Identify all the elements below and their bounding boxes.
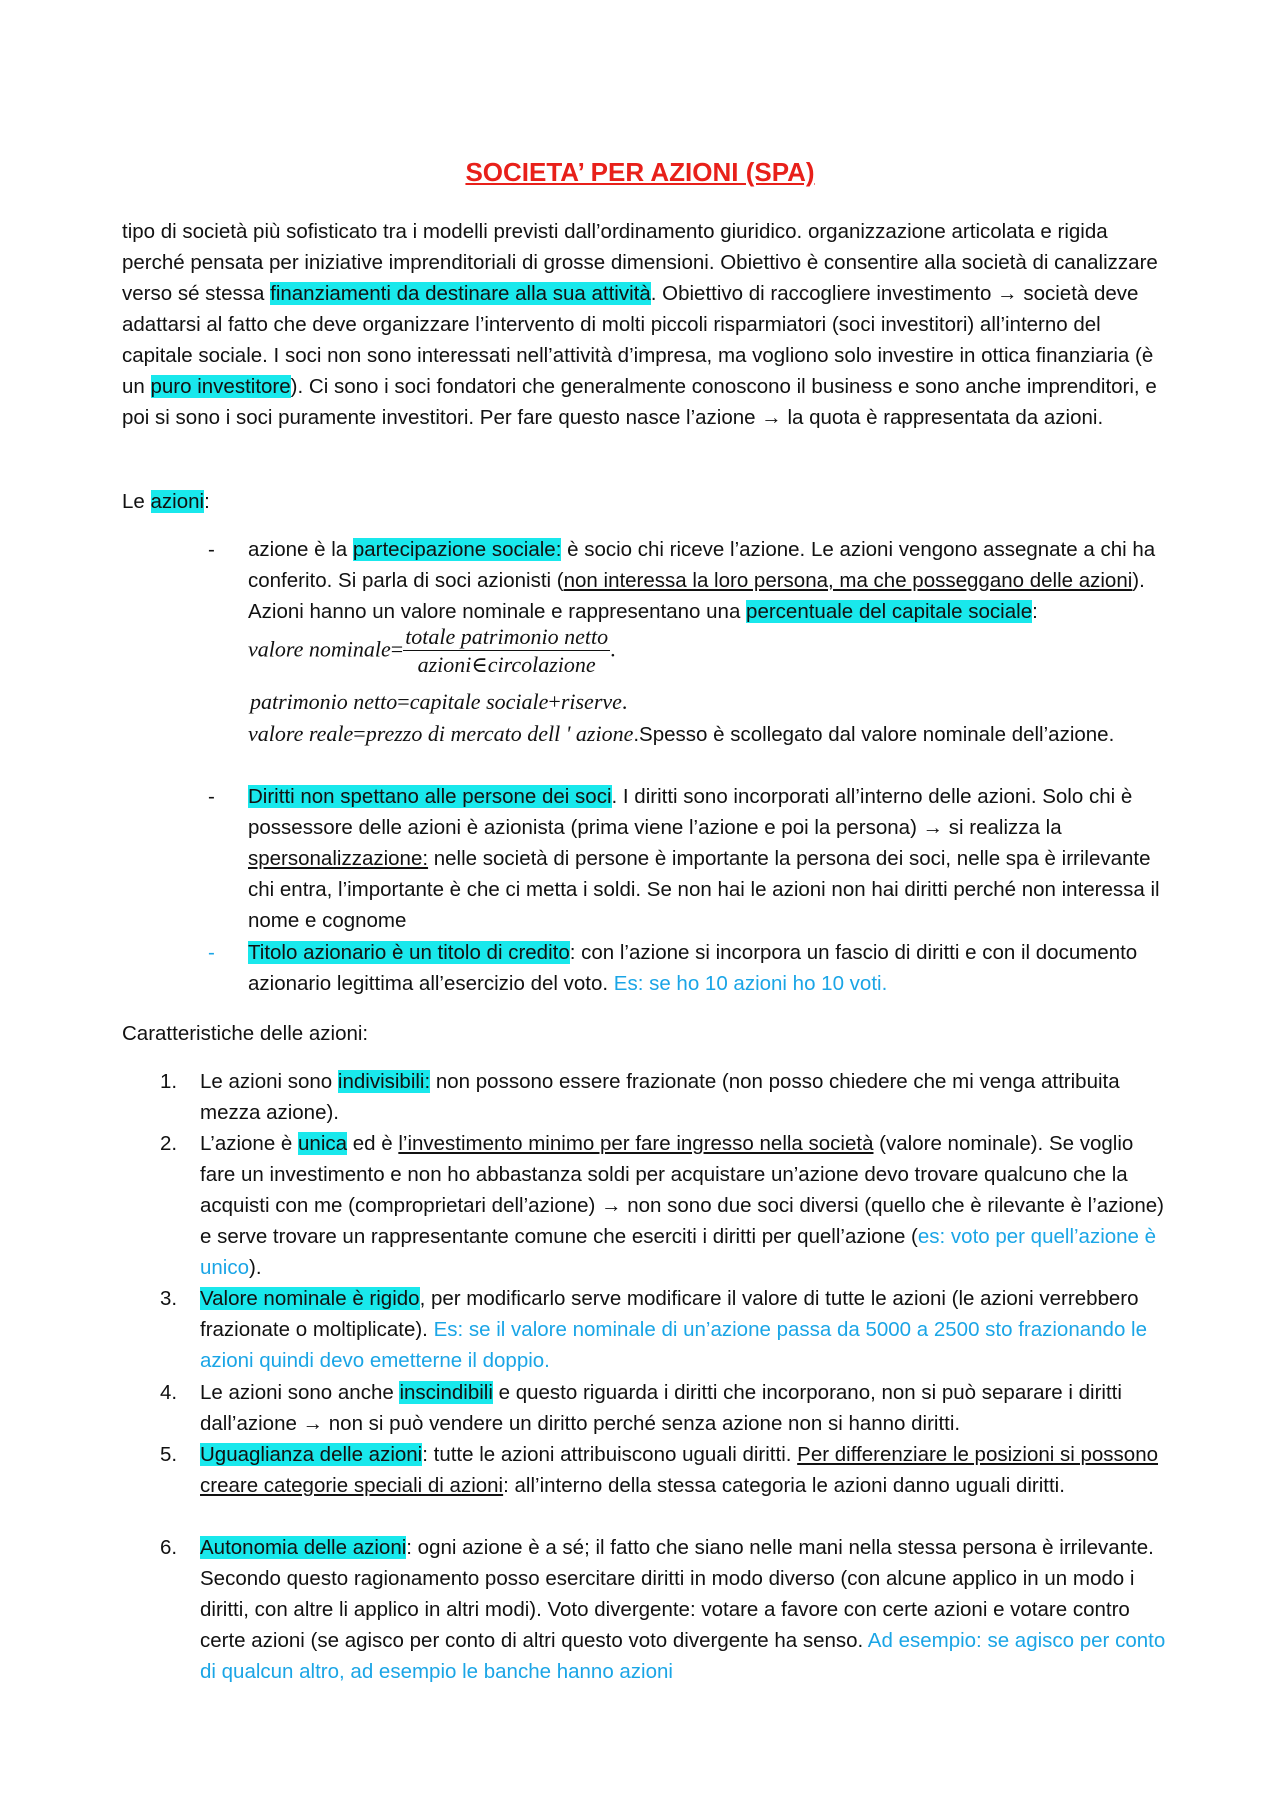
fraction-denominator	[403, 651, 610, 679]
bullet-item-titolo	[248, 937, 1168, 999]
list-text: non possono essere frazionate (non posso chiedere che mi venga attribuita mezza azione).	[200, 1070, 1120, 1124]
fraction-numerator: totale patrimonio netto	[405, 624, 609, 649]
formula-term: valore nominale	[248, 636, 391, 662]
highlight-unica: unica	[298, 1132, 348, 1155]
arrow-icon: →	[302, 1412, 324, 1435]
equals-sign: =	[390, 636, 404, 662]
formula-fraction	[403, 624, 610, 679]
example-text: es: voto per quell’azione è unico	[200, 1225, 1157, 1279]
list-item-uguaglianza	[200, 1439, 1168, 1501]
formula-note: .Spesso è scollegato dal valore nominale dell’azione.	[633, 723, 1115, 746]
bullet-marker: -	[208, 785, 215, 808]
list-text: non si può vendere un diritto perché senza azione non si hanno diritti.	[323, 1412, 961, 1435]
underlined-text: l’investimento minimo per fare ingresso nella società	[398, 1132, 874, 1155]
list-text: non sono due soci diversi (quello che è rilevante è l’azione) e serve trovare un rappresentante comune che eserciti i diritti per quell’azione (	[200, 1194, 1164, 1248]
highlight-diritti-non-spettano: Diritti non spettano alle persone dei soci	[248, 785, 612, 808]
heading-text: :	[204, 490, 210, 513]
intro-text: ). Ci sono i soci fondatori che generalmente conoscono il business e sono anche imprenditori, e poi si sono i soci puramente investitori. Per fare questo nasce l’azione	[122, 375, 1157, 429]
bullet-marker: -	[208, 538, 215, 561]
list-number: 6.	[160, 1536, 178, 1559]
bullet-item-diritti	[248, 781, 1168, 936]
list-text: , per modificarlo serve modificare il valore di tutte le azioni (le azioni verrebbero frazionate o moltiplicate).	[200, 1287, 1139, 1341]
list-text: Le azioni sono	[200, 1070, 338, 1093]
formula-term: patrimonio netto	[250, 689, 398, 714]
formula-patrimonio-netto	[250, 686, 627, 717]
highlight-autonomia: Autonomia delle azioni	[200, 1536, 407, 1559]
bullet-marker: -	[208, 941, 215, 964]
example-text: Ad esempio: se agisco per conto di qualcun altro, ad esempio le banche hanno azioni	[200, 1629, 1166, 1683]
intro-text: società deve adattarsi al fatto che deve organizzare l’intervento di molti piccoli risparmiatori (soci investitori) all’interno del capitale sociale. I soci non sono interessati nell’attività d’impresa, ma vogliono solo investire in ottica finanziaria (è un	[122, 282, 1154, 398]
list-text: ed è	[347, 1132, 399, 1155]
plus-sign: +	[548, 689, 561, 714]
list-item-indivisibili	[200, 1066, 1168, 1128]
list-text: e questo riguarda i diritti che incorporano, non si può separare i diritti dall’azione	[200, 1381, 1122, 1435]
bullet-text: è socio chi riceve l’azione. Le azioni vengono assegnate a chi ha conferito. Si parla di soci azionisti (	[248, 538, 1156, 592]
formula-term: azioni	[417, 652, 472, 677]
list-item-inscindibili	[200, 1377, 1168, 1439]
equals-sign: =	[353, 721, 366, 746]
highlight-uguaglianza: Uguaglianza delle azioni	[200, 1443, 423, 1466]
list-text: : tutte le azioni attribuiscono uguali diritti.	[422, 1443, 798, 1466]
underlined-text: non interessa la loro persona, ma che posseggano delle azioni	[563, 569, 1133, 592]
formula-term: prezzo di mercato dell ' azione	[365, 721, 634, 746]
underlined-text: Per differenziare le posizioni si possono creare categorie speciali di azioni	[200, 1443, 1159, 1497]
intro-text: . Obiettivo di raccogliere investimento	[650, 282, 998, 305]
highlight-partecipazione-sociale: partecipazione sociale:	[352, 538, 562, 561]
list-item-autonomia	[200, 1532, 1168, 1687]
arrow-icon: →	[601, 1194, 622, 1217]
list-text: (valore nominale). Se voglio fare un investimento e non ho abbastanza soldi per acquistare un’azione devo trovare qualcuno che la acquisti con me (comproprietari dell’azione)	[200, 1132, 1134, 1217]
formula-valore-nominale	[248, 624, 616, 679]
arrow-icon: →	[922, 816, 944, 839]
formula-term: riserve	[560, 689, 622, 714]
example-text: Es: se ho 10 azioni ho 10 voti.	[613, 972, 888, 995]
bullet-text: azione è la	[248, 538, 353, 561]
list-text: : ogni azione è a sé; il fatto che siano nelle mani nella stessa persona è irrilevante. Secondo questo ragionamento posso esercitare diritti in modo diverso (con alcune applico in un modo i diritti, con altre li applico in altri modi). Voto divergente: votare a favore con certe azioni e votare contro certe azioni (se agisco per conto di altri questo voto divergente ha senso.	[200, 1536, 1154, 1652]
azioni-heading	[122, 486, 1162, 517]
arrow-icon: →	[761, 406, 782, 429]
list-number: 1.	[160, 1070, 178, 1093]
formula-term: valore reale	[248, 721, 354, 746]
bullet-item-partecipazione	[248, 534, 1168, 627]
highlight-inscindibili: inscindibili	[399, 1381, 493, 1404]
bullet-text: : con l’azione si incorpora un fascio di diritti e con il documento azionario legittima all’esercizio del voto.	[248, 941, 1138, 995]
bullet-text: . I diritti sono incorporati all’interno delle azioni. Solo chi è possessore delle azioni è azionista (prima viene l’azione e poi la persona)	[248, 785, 1133, 839]
formula-term: capitale sociale	[409, 689, 549, 714]
highlight-valore-nominale: Valore nominale è rigido	[200, 1287, 420, 1310]
caratteristiche-heading: Caratteristiche delle azioni:	[122, 1022, 369, 1045]
formula-valore-reale	[248, 718, 1168, 750]
highlight-indivisibili: indivisibili:	[337, 1070, 431, 1093]
bullet-text: ). Azioni hanno un valore nominale e rappresentano una	[248, 569, 1145, 623]
bullet-text: si realizza la	[943, 816, 1062, 839]
list-number: 2.	[160, 1132, 178, 1155]
list-number: 5.	[160, 1443, 178, 1466]
highlight-azioni: azioni	[150, 490, 205, 513]
bullet-text: nelle società di persone è importante la persona dei soci, nelle spa è irrilevante chi entra, l’importante è che ci metta i soldi. Se non hai le azioni non hai diritti perché non interessa il nome e cognome	[248, 847, 1160, 932]
bullet-text: :	[1032, 600, 1038, 623]
formula-dot: .	[621, 689, 628, 714]
underlined-text: spersonalizzazione:	[248, 847, 429, 870]
intro-text: tipo di società più sofisticato tra i modelli previsti dall’ordinamento giuridico. organizzazione articolata e rigida perché pensata per iniziative imprenditoriali di grosse dimensioni. Obiettivo è consentire alla società di canalizzare verso sé stessa	[122, 220, 1158, 305]
intro-text: la quota è rappresentata da azioni.	[781, 406, 1104, 429]
equals-sign: =	[397, 689, 410, 714]
list-text: Le azioni sono anche	[200, 1381, 400, 1404]
list-text: ).	[249, 1256, 262, 1279]
list-number: 4.	[160, 1381, 178, 1404]
formula-term: circolazione	[487, 652, 596, 677]
highlight-percentuale: percentuale del capitale sociale	[746, 600, 1033, 623]
intro-paragraph	[122, 216, 1162, 433]
highlight-finanziamenti: finanziamenti da destinare alla sua attività	[270, 282, 651, 305]
list-text: : all’interno della stessa categoria le azioni danno uguali diritti.	[503, 1474, 1065, 1497]
page-title: SOCIETA’ PER AZIONI (SPA)	[465, 157, 815, 187]
list-number: 3.	[160, 1287, 178, 1310]
element-of-symbol: ∈	[471, 652, 488, 677]
arrow-icon: →	[997, 282, 1018, 305]
highlight-titolo-azionario: Titolo azionario è un titolo di credito	[248, 941, 570, 964]
list-item-valore-nominale	[200, 1283, 1168, 1376]
highlight-puro-investitore: puro investitore	[150, 375, 291, 398]
list-item-unica	[200, 1128, 1168, 1283]
formula-dot: .	[610, 636, 616, 662]
example-text: Es: se il valore nominale di un’azione passa da 5000 a 2500 sto frazionando le azioni quindi devo emetterne il doppio.	[200, 1318, 1147, 1372]
list-text: L’azione è	[200, 1132, 299, 1155]
heading-text: Le	[122, 490, 151, 513]
